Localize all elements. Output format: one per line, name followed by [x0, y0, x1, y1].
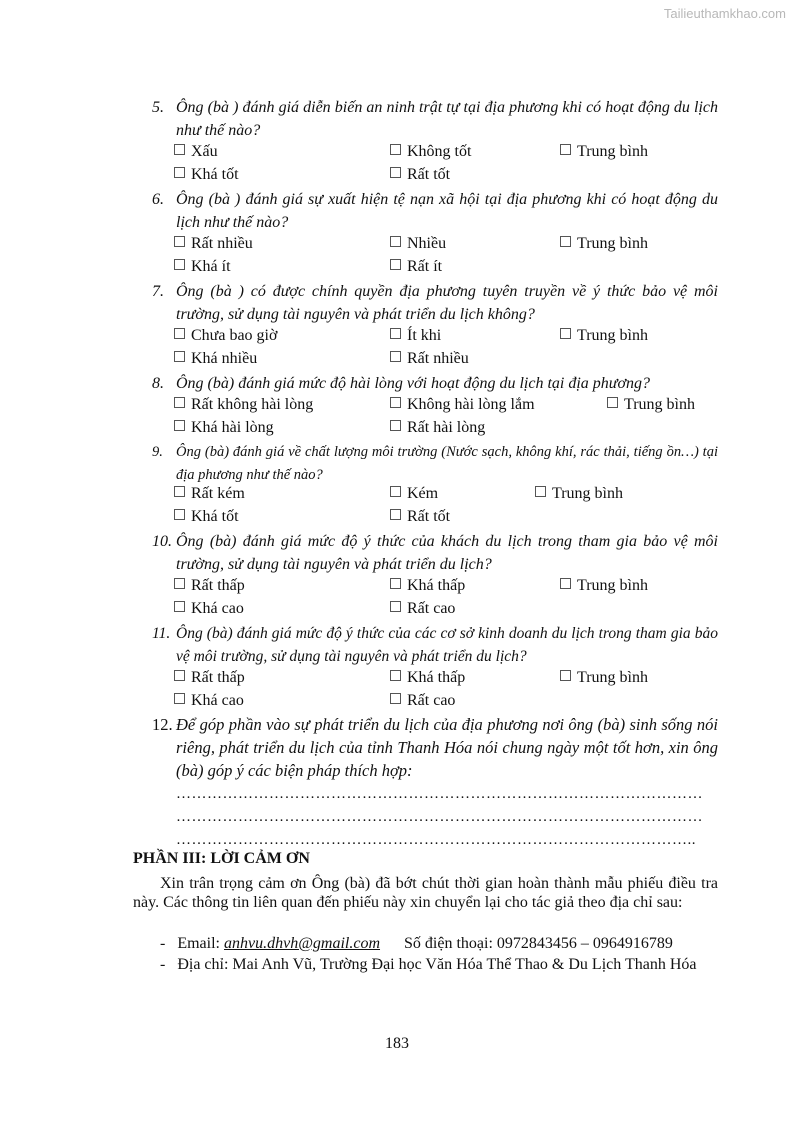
answer-line[interactable]: ………………………………………………………………………………………..	[176, 832, 696, 848]
email-link[interactable]: anhvu.dhvh@gmail.com	[223, 935, 381, 952]
option-checkbox[interactable]: Rất nhiều	[174, 234, 253, 254]
answer-line[interactable]: …………………………………………………………………………………………	[176, 809, 703, 825]
contact-email-line	[160, 934, 720, 953]
email-label: - Email:	[160, 935, 224, 952]
checkbox-icon[interactable]	[607, 397, 618, 408]
answer-line[interactable]: …………………………………………………………………………………………	[176, 786, 703, 802]
checkbox-icon[interactable]	[560, 144, 571, 155]
watermark: Tailieuthamkhao.com	[663, 6, 786, 21]
option-checkbox[interactable]: Khá cao	[174, 691, 244, 711]
checkbox-icon[interactable]	[174, 486, 185, 497]
checkbox-icon[interactable]	[390, 578, 401, 589]
checkbox-icon[interactable]	[560, 328, 571, 339]
question-12	[152, 713, 718, 782]
option-checkbox[interactable]: Chưa bao giờ	[174, 326, 277, 346]
option-checkbox[interactable]: Khá tốt	[174, 507, 239, 527]
option-checkbox[interactable]: Không tốt	[390, 142, 471, 162]
checkbox-icon[interactable]	[390, 601, 401, 612]
option-checkbox[interactable]: Xấu	[174, 142, 218, 162]
checkbox-icon[interactable]	[174, 601, 185, 612]
checkbox-icon[interactable]	[390, 693, 401, 704]
option-checkbox[interactable]: Trung bình	[560, 142, 648, 162]
option-checkbox[interactable]: Khá tốt	[174, 165, 239, 185]
checkbox-icon[interactable]	[390, 351, 401, 362]
checkbox-icon[interactable]	[390, 420, 401, 431]
question-number: 5.	[152, 99, 164, 116]
checkbox-icon[interactable]	[390, 259, 401, 270]
option-checkbox[interactable]: Trung bình	[535, 484, 623, 504]
option-checkbox[interactable]: Rất kém	[174, 484, 245, 504]
option-checkbox[interactable]: Khá ít	[174, 257, 231, 277]
checkbox-icon[interactable]	[174, 693, 185, 704]
checkbox-icon[interactable]	[174, 420, 185, 431]
phone-number: Số điện thoại: 0972843456 – 0964916789	[404, 935, 673, 952]
option-checkbox[interactable]: Kém	[390, 484, 438, 504]
question-9	[152, 441, 718, 487]
question-number: 12.	[152, 715, 173, 734]
option-checkbox[interactable]: Rất cao	[390, 599, 455, 619]
option-checkbox[interactable]: Rất thấp	[174, 668, 245, 688]
option-checkbox[interactable]: Trung bình	[560, 234, 648, 254]
checkbox-icon[interactable]	[390, 670, 401, 681]
option-checkbox[interactable]: Trung bình	[560, 326, 648, 346]
question-number: 8.	[152, 375, 164, 392]
section-heading: PHẦN III: LỜI CẢM ƠN	[133, 850, 310, 867]
checkbox-icon[interactable]	[174, 397, 185, 408]
page-number: 183	[385, 1035, 409, 1052]
checkbox-icon[interactable]	[390, 236, 401, 247]
checkbox-icon[interactable]	[535, 486, 546, 497]
question-5	[152, 96, 718, 142]
question-11	[152, 622, 718, 668]
option-checkbox[interactable]: Rất cao	[390, 691, 455, 711]
option-checkbox[interactable]: Trung bình	[560, 576, 648, 596]
option-checkbox[interactable]: Rất tốt	[390, 507, 450, 527]
option-checkbox[interactable]: Ít khi	[390, 326, 441, 346]
question-text: Ông (bà) đánh giá mức độ hài lòng với hoạt động du lịch tại địa phương?	[176, 375, 651, 392]
checkbox-icon[interactable]	[390, 509, 401, 520]
question-number: 11.	[152, 625, 171, 642]
checkbox-icon[interactable]	[390, 167, 401, 178]
question-number: 6.	[152, 191, 164, 208]
checkbox-icon[interactable]	[174, 670, 185, 681]
option-checkbox[interactable]: Rất ít	[390, 257, 442, 277]
option-checkbox[interactable]: Nhiều	[390, 234, 446, 254]
question-text: Ông (bà ) có được chính quyền địa phương tuyên truyền về ý thức bảo vệ môi trường, sử dụng tài nguyên và phát triển du lịch không?	[176, 283, 718, 323]
question-number: 9.	[152, 444, 163, 460]
checkbox-icon[interactable]	[174, 351, 185, 362]
question-text: Để góp phần vào sự phát triển du lịch của địa phương nơi ông (bà) sinh sống nói riêng, phát triển du lịch của tỉnh Thanh Hóa nói chung ngày một tốt hơn, xin ông (bà) góp ý các biện pháp thích hợp:	[176, 715, 718, 780]
option-checkbox[interactable]: Không hài lòng lắm	[390, 395, 535, 415]
checkbox-icon[interactable]	[560, 670, 571, 681]
option-checkbox[interactable]: Rất thấp	[174, 576, 245, 596]
checkbox-icon[interactable]	[174, 144, 185, 155]
checkbox-icon[interactable]	[390, 397, 401, 408]
question-text: Ông (bà ) đánh giá sự xuất hiện tệ nạn xã hội tại địa phương khi có hoạt động du lịch như thế nào?	[176, 191, 718, 231]
question-10	[152, 530, 718, 576]
option-checkbox[interactable]: Trung bình	[560, 668, 648, 688]
option-checkbox[interactable]: Rất hài lòng	[390, 418, 485, 438]
question-7	[152, 280, 718, 326]
option-checkbox[interactable]: Rất nhiều	[390, 349, 469, 369]
option-checkbox[interactable]: Rất tốt	[390, 165, 450, 185]
option-checkbox[interactable]: Khá cao	[174, 599, 244, 619]
option-checkbox[interactable]: Khá nhiều	[174, 349, 257, 369]
checkbox-icon[interactable]	[390, 486, 401, 497]
question-text: Ông (bà) đánh giá mức độ ý thức của các cơ sở kinh doanh du lịch trong tham gia bảo vệ môi trường, sử dụng tài nguyên và phát triển du lịch?	[176, 625, 718, 665]
checkbox-icon[interactable]	[560, 578, 571, 589]
option-checkbox[interactable]: Khá hài lòng	[174, 418, 274, 438]
question-text: Ông (bà) đánh giá về chất lượng môi trường (Nước sạch, không khí, rác thải, tiếng ồn…) tại địa phương như thế nào?	[176, 444, 718, 483]
option-checkbox[interactable]: Rất không hài lòng	[174, 395, 313, 415]
option-checkbox[interactable]: Khá thấp	[390, 668, 465, 688]
option-checkbox[interactable]: Trung bình	[607, 395, 695, 415]
question-6	[152, 188, 718, 234]
checkbox-icon[interactable]	[560, 236, 571, 247]
question-text: Ông (bà) đánh giá mức độ ý thức của khách du lịch trong tham gia bảo vệ môi trường, sử dụng tài nguyên và phát triển du lịch?	[176, 533, 718, 573]
option-checkbox[interactable]: Khá thấp	[390, 576, 465, 596]
question-number: 10.	[152, 533, 172, 550]
checkbox-icon[interactable]	[174, 328, 185, 339]
question-text: Ông (bà ) đánh giá diễn biến an ninh trật tự tại địa phương khi có hoạt động du lịch như thế nào?	[176, 99, 718, 139]
checkbox-icon[interactable]	[174, 578, 185, 589]
contact-address: - Địa chỉ: Mai Anh Vũ, Trường Đại học Văn Hóa Thể Thao & Du Lịch Thanh Hóa	[160, 956, 697, 973]
checkbox-icon[interactable]	[390, 144, 401, 155]
checkbox-icon[interactable]	[174, 509, 185, 520]
checkbox-icon[interactable]	[174, 236, 185, 247]
question-number: 7.	[152, 283, 164, 300]
checkbox-icon[interactable]	[174, 259, 185, 270]
question-8	[152, 372, 718, 395]
checkbox-icon[interactable]	[174, 167, 185, 178]
checkbox-icon[interactable]	[390, 328, 401, 339]
thanks-paragraph: Xin trân trọng cảm ơn Ông (bà) đã bớt chút thời gian hoàn thành mẫu phiếu điều tra này. Các thông tin liên quan đến phiếu này xin chuyển lại cho tác giả theo địa chỉ sau:	[133, 875, 718, 911]
